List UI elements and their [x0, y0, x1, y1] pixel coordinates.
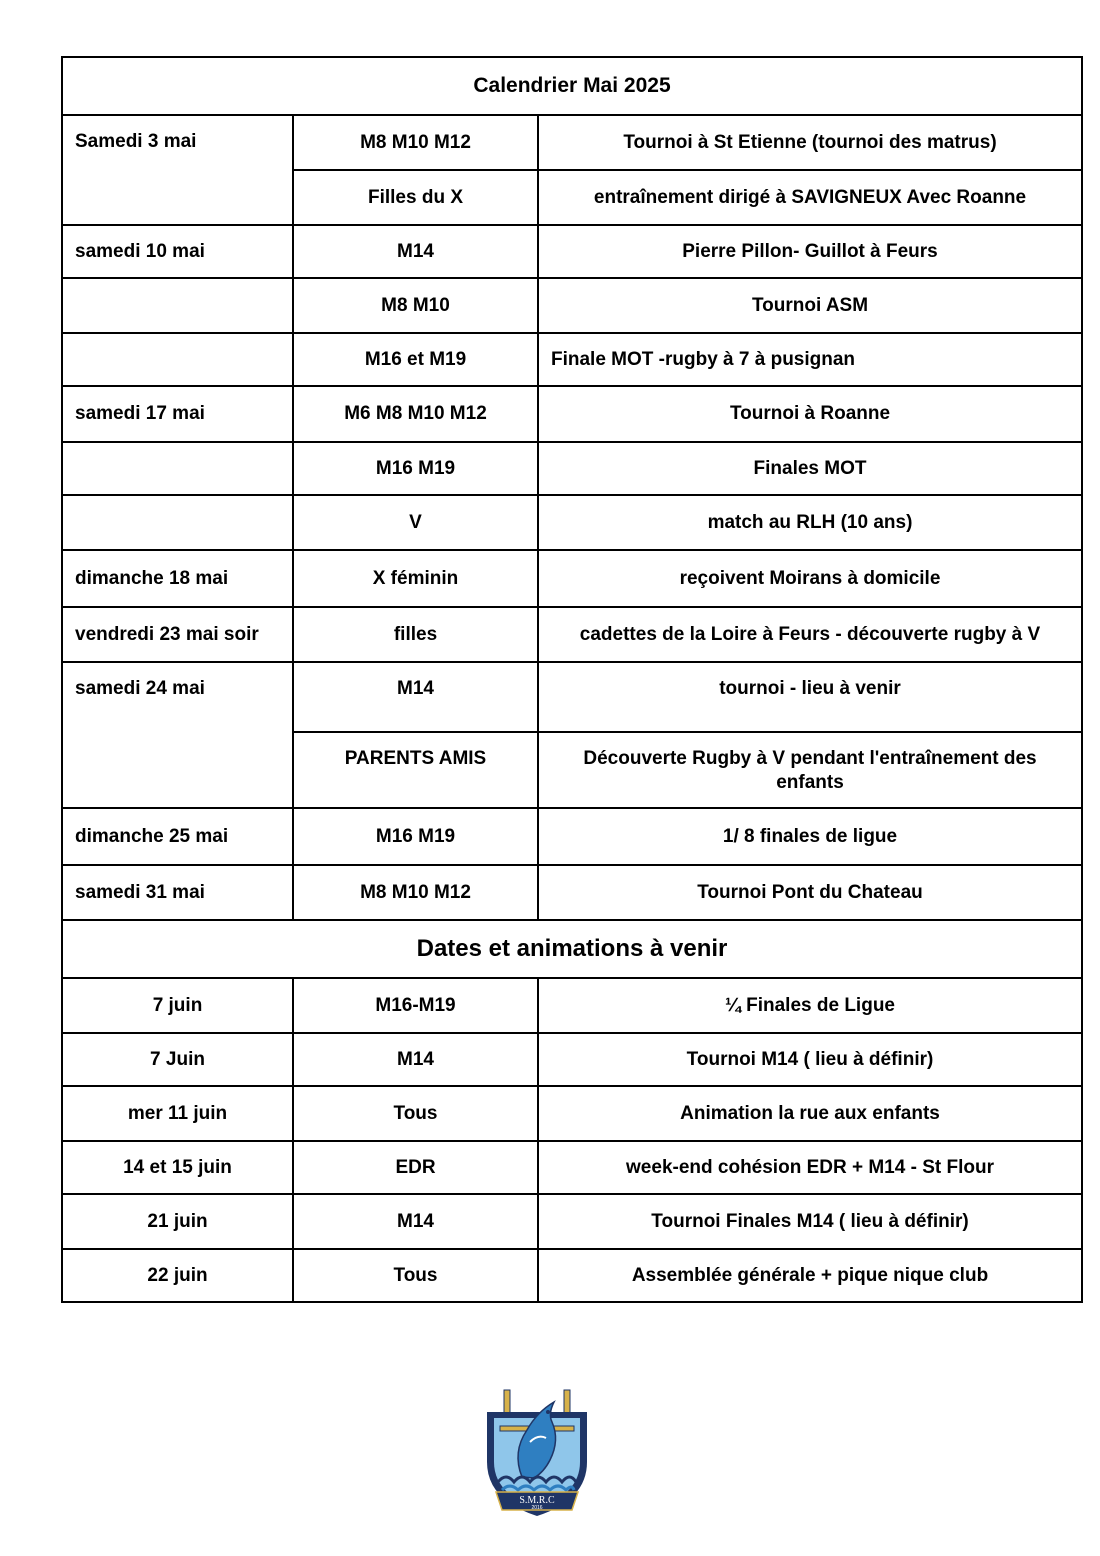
event-cell: Pierre Pillon- Guillot à Feurs: [538, 225, 1082, 278]
event-cell: Finale MOT -rugby à 7 à pusignan: [538, 333, 1082, 386]
date-cell: samedi 31 mai: [62, 865, 293, 920]
date-cell: dimanche 18 mai: [62, 550, 293, 607]
group-cell: Tous: [293, 1086, 538, 1141]
event-cell: Tournoi à Roanne: [538, 386, 1082, 442]
table-row: [62, 662, 1082, 732]
group-cell: M8 M10 M12: [293, 865, 538, 920]
group-cell: PARENTS AMIS: [293, 732, 538, 808]
date-cell: 21 juin: [62, 1194, 293, 1249]
group-cell: M14: [293, 1194, 538, 1249]
group-cell: M14: [293, 225, 538, 278]
group-cell: M16 M19: [293, 808, 538, 865]
group-cell: M16 M19: [293, 442, 538, 495]
calendar-table: [61, 56, 1083, 1303]
page-title: Calendrier Mai 2025: [62, 57, 1082, 115]
event-cell: week-end cohésion EDR + M14 - St Flour: [538, 1141, 1082, 1194]
group-cell: M14: [293, 662, 538, 732]
group-cell: M6 M8 M10 M12: [293, 386, 538, 442]
date-cell: samedi 10 mai: [62, 225, 293, 278]
event-cell: Découverte Rugby à V pendant l'entraînement des enfants: [538, 732, 1082, 808]
event-cell: 1/ 8 finales de ligue: [538, 808, 1082, 865]
group-cell: M8 M10 M12: [293, 115, 538, 170]
group-cell: Tous: [293, 1249, 538, 1302]
table-row: [62, 115, 1082, 170]
group-cell: M16-M19: [293, 978, 538, 1033]
event-cell: ¼ Finales de Ligue: [538, 978, 1082, 1033]
event-cell: entraînement dirigé à SAVIGNEUX Avec Roanne: [538, 170, 1082, 225]
event-cell: Finales MOT: [538, 442, 1082, 495]
table-row: [62, 607, 1082, 662]
event-cell: Tournoi Pont du Chateau: [538, 865, 1082, 920]
table-row: [62, 278, 1082, 333]
event-cell: Tournoi M14 ( lieu à définir): [538, 1033, 1082, 1086]
event-cell: Tournoi Finales M14 ( lieu à définir): [538, 1194, 1082, 1249]
date-cell: [62, 333, 293, 386]
date-cell: samedi 24 mai: [62, 662, 293, 808]
date-cell: dimanche 25 mai: [62, 808, 293, 865]
event-cell: Animation la rue aux enfants: [538, 1086, 1082, 1141]
date-cell: [62, 278, 293, 333]
club-logo: [482, 1382, 592, 1522]
table-row: [62, 442, 1082, 495]
date-cell: samedi 17 mai: [62, 386, 293, 442]
group-cell: M8 M10: [293, 278, 538, 333]
table-row: [62, 1141, 1082, 1194]
logo-text: S.M.R.C: [519, 1495, 555, 1506]
date-cell: vendredi 23 mai soir: [62, 607, 293, 662]
date-cell: [62, 495, 293, 550]
group-cell: Filles du X: [293, 170, 538, 225]
group-cell: M16 et M19: [293, 333, 538, 386]
table-row: [62, 1086, 1082, 1141]
title-row: [62, 57, 1082, 115]
event-cell: match au RLH (10 ans): [538, 495, 1082, 550]
event-cell: Tournoi ASM: [538, 278, 1082, 333]
table-row: [62, 978, 1082, 1033]
date-cell: 7 juin: [62, 978, 293, 1033]
event-cell: Assemblée générale + pique nique club: [538, 1249, 1082, 1302]
group-cell: X féminin: [293, 550, 538, 607]
event-cell: tournoi - lieu à venir: [538, 662, 1082, 732]
table-row: [62, 386, 1082, 442]
date-cell: 22 juin: [62, 1249, 293, 1302]
date-cell: [62, 442, 293, 495]
dolphin-crest-icon: [482, 1382, 592, 1522]
event-cell: reçoivent Moirans à domicile: [538, 550, 1082, 607]
table-row: [62, 865, 1082, 920]
event-cell: cadettes de la Loire à Feurs - découverte rugby à V: [538, 607, 1082, 662]
table-row: [62, 808, 1082, 865]
table-row: [62, 550, 1082, 607]
group-cell: V: [293, 495, 538, 550]
date-cell: 7 Juin: [62, 1033, 293, 1086]
table-row: [62, 333, 1082, 386]
group-cell: EDR: [293, 1141, 538, 1194]
table-row: [62, 1194, 1082, 1249]
date-cell: 14 et 15 juin: [62, 1141, 293, 1194]
event-cell: Tournoi à St Etienne (tournoi des matrus): [538, 115, 1082, 170]
table-row: [62, 225, 1082, 278]
group-cell: M14: [293, 1033, 538, 1086]
date-cell: Samedi 3 mai: [62, 115, 293, 225]
table-row: [62, 1033, 1082, 1086]
section-row: [62, 920, 1082, 978]
section-title: Dates et animations à venir: [62, 920, 1082, 978]
group-cell: filles: [293, 607, 538, 662]
table-row: [62, 495, 1082, 550]
date-cell: mer 11 juin: [62, 1086, 293, 1141]
table-row: [62, 1249, 1082, 1302]
logo-year: 2016: [531, 1505, 543, 1511]
